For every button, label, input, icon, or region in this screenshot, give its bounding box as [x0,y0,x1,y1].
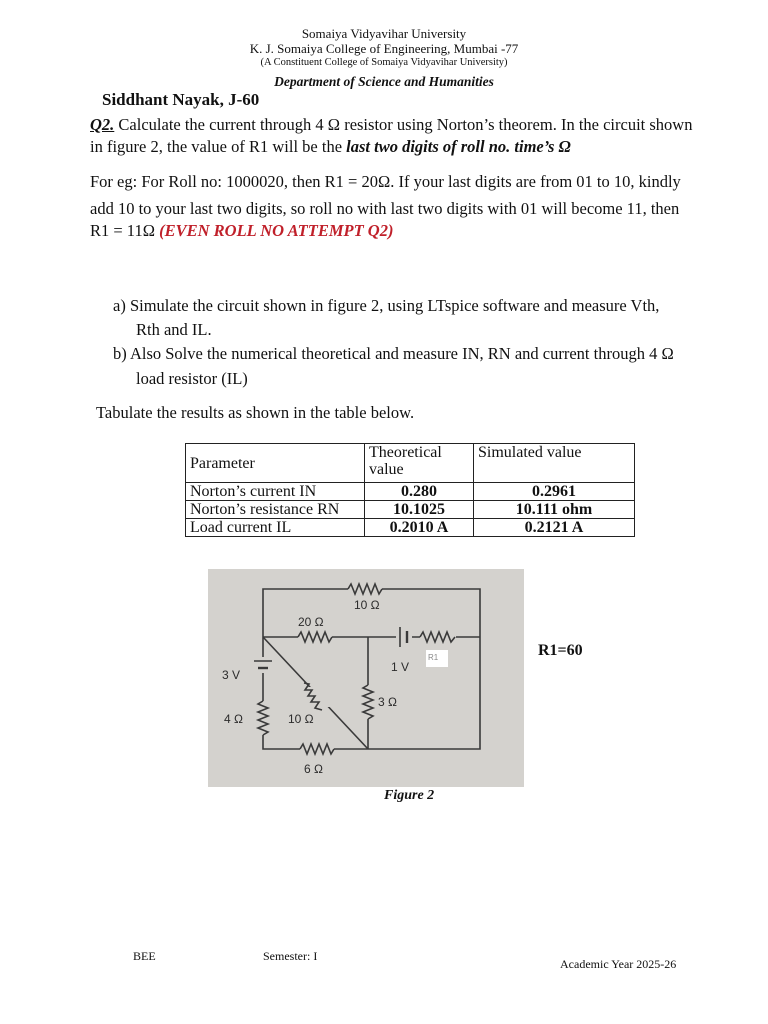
task-a-line-1: a) Simulate the circuit shown in figure 2, using LTspice software and measure Vth, [113,296,660,315]
simulated-value: 10.111 ohm [474,501,635,519]
header-parameter: Parameter [186,444,365,483]
simulated-value: 0.2961 [474,483,635,501]
label-r-4: 4 Ω [224,712,243,726]
student-name: Siddhant Nayak, J-60 [102,90,260,109]
header-simulated: Simulated value [474,444,635,483]
row-label: Norton’s current IN [186,483,365,501]
label-v-3: 3 V [222,668,241,682]
example-line-2: add 10 to your last two digits, so roll no with last two digits with 01 will become 11, then [90,199,680,218]
circuit-diagram [208,569,524,787]
college-name: K. J. Somaiya College of Engineering, Mumbai -77 [249,41,519,56]
theoretical-value: 0.280 [365,483,474,501]
label-r-6: 6 Ω [304,762,323,776]
label-r1: R1 [428,653,439,662]
department-name: Department of Science and Humanities [274,74,494,89]
row-label: Load current IL [186,519,365,537]
label-r-diag-10: 10 Ω [288,712,314,726]
row-label: Norton’s resistance RN [186,501,365,519]
label-r-3: 3 Ω [378,695,397,709]
example-line-1: For eg: For Roll no: 1000020, then R1 = 20Ω. If your last digits are from 01 to 10, kindly [90,172,681,191]
question-text-1: Calculate the current through 4 Ω resistor using Norton’s theorem. In the circuit shown [114,115,693,134]
circuit-figure [208,569,524,787]
example-text-3a: R1 = 11Ω [90,221,160,240]
question-text-2b: last two digits of roll no. time’s Ω [346,137,571,156]
results-table [185,443,635,537]
tabulate-instruction: Tabulate the results as shown in the table below. [96,403,415,422]
r1-value-note: R1=60 [538,642,583,659]
example-line-3 [90,221,750,241]
table-row [186,501,635,519]
question-label: Q2. [90,115,115,134]
figure-caption: Figure 2 [384,788,435,803]
task-a-line-2: Rth and IL. [136,320,212,339]
simulated-value: 0.2121 A [474,519,635,537]
footer-semester: Semester: I [263,949,318,963]
question-line-2 [90,136,750,158]
university-name: Somaiya Vidyavihar University [301,26,467,41]
question-text-2a: in figure 2, the value of R1 will be the [90,137,347,156]
label-v-1: 1 V [391,660,410,674]
task-b-line-2: load resistor (IL) [136,369,248,388]
table-row [186,483,635,501]
header-theoretical: Theoretical value [365,444,474,483]
table-row [186,519,635,537]
label-r-top: 10 Ω [354,598,380,612]
question-line-1 [90,114,750,136]
label-r-20: 20 Ω [298,615,324,629]
even-roll-note: (EVEN ROLL NO ATTEMPT Q2) [159,221,394,240]
footer-course: BEE [133,949,156,963]
theoretical-value: 10.1025 [365,501,474,519]
theoretical-value: 0.2010 A [365,519,474,537]
task-b-line-1: b) Also Solve the numerical theoretical and measure IN, RN and current through 4 Ω [113,344,674,363]
footer-academic-year: Academic Year 2025-26 [560,957,677,971]
table-header-row [186,444,635,483]
constituent-note: (A Constituent College of Somaiya Vidyavihar University) [260,57,508,68]
